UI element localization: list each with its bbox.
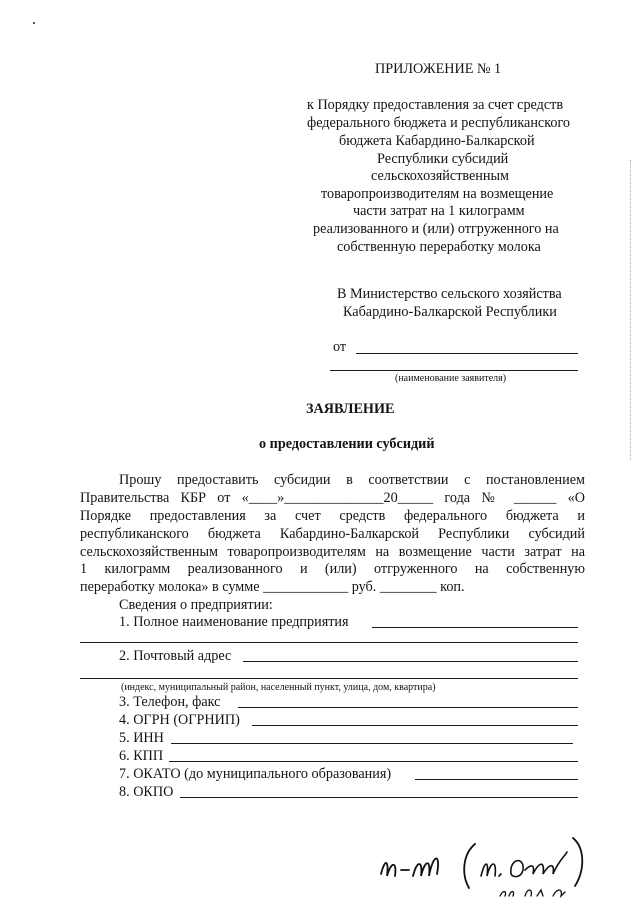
appendix-line: сельскохозяйственным [371,168,510,184]
inn-field[interactable] [171,743,573,744]
address-caption: (индекс, муниципальный район, населенный пункт, улица, дом, квартира) [121,682,436,693]
okato-field[interactable] [415,779,578,780]
addressee-line: В Министерство сельского хозяйства [337,286,562,302]
field-label-kpp: 6. КПП [119,748,164,764]
full-name-field-2[interactable] [80,642,578,643]
applicant-name-field[interactable] [356,353,578,354]
full-name-field[interactable] [372,627,578,628]
ogrn-field[interactable] [252,725,578,726]
applicant-name-field-2[interactable] [330,370,578,371]
postal-address-field[interactable] [243,661,578,662]
applicant-caption: (наименование заявителя) [395,373,507,384]
postal-address-field-2[interactable] [80,678,578,679]
paragraph-line: республиканского бюджета Кабардино-Балкарской Республики субсидий [80,526,585,542]
kpp-field[interactable] [169,761,578,762]
paragraph-line: сельскохозяйственным товаропроизводителям на возмещение части затрат на [80,544,585,560]
field-label-full-name: 1. Полное наименование предприятия [119,614,349,630]
paragraph-line: 1 килограмм реализованного и (или) отгруженного на собственную [80,561,585,577]
field-label-phone: 3. Телефон, факс [119,694,221,710]
paragraph-line: Порядке предоставления за счет средств федерального бюджета и [80,508,585,524]
field-label-ogrn: 4. ОГРН (ОГРНИП) [119,712,240,728]
enterprise-heading: Сведения о предприятии: [119,597,273,613]
appendix-line: к Порядку предоставления за счет средств [307,97,564,113]
appendix-line: бюджета Кабардино-Балкарской [339,133,535,149]
field-label-okpo: 8. ОКПО [119,784,174,800]
paragraph-line: переработку молока» в сумме ____________ руб. ________ коп. [80,579,465,595]
appendix-title: ПРИЛОЖЕНИЕ № 1 [375,61,502,77]
signature-mark [375,830,605,900]
appendix-line: товаропроизводителям на возмещение [321,186,554,202]
appendix-line: части затрат на 1 килограмм [353,203,525,219]
appendix-line: федерального бюджета и республиканского [307,115,571,131]
scan-speck [33,22,35,24]
paragraph-line: Прошу предоставить субсидии в соответствии с постановлением [119,472,585,488]
phone-field[interactable] [238,707,578,708]
field-label-postal-address: 2. Почтовый адрес [119,648,232,664]
field-label-inn: 5. ИНН [119,730,164,746]
appendix-line: собственную переработку молока [337,239,541,255]
appendix-line: реализованного и (или) отгруженного на [313,221,559,237]
appendix-line: Республики субсидий [377,151,509,167]
okpo-field[interactable] [180,797,578,798]
statement-title: ЗАЯВЛЕНИЕ [306,401,395,417]
field-label-okato: 7. ОКАТО (до муниципального образования) [119,766,392,782]
addressee-line: Кабардино-Балкарской Республики [343,304,557,320]
from-label: от [333,339,347,355]
paragraph-line: Правительства КБР от «____»______________20_____ года № ______ «О [80,490,585,506]
statement-subtitle: о предоставлении субсидий [259,436,435,452]
scan-edge-mark [630,160,632,460]
